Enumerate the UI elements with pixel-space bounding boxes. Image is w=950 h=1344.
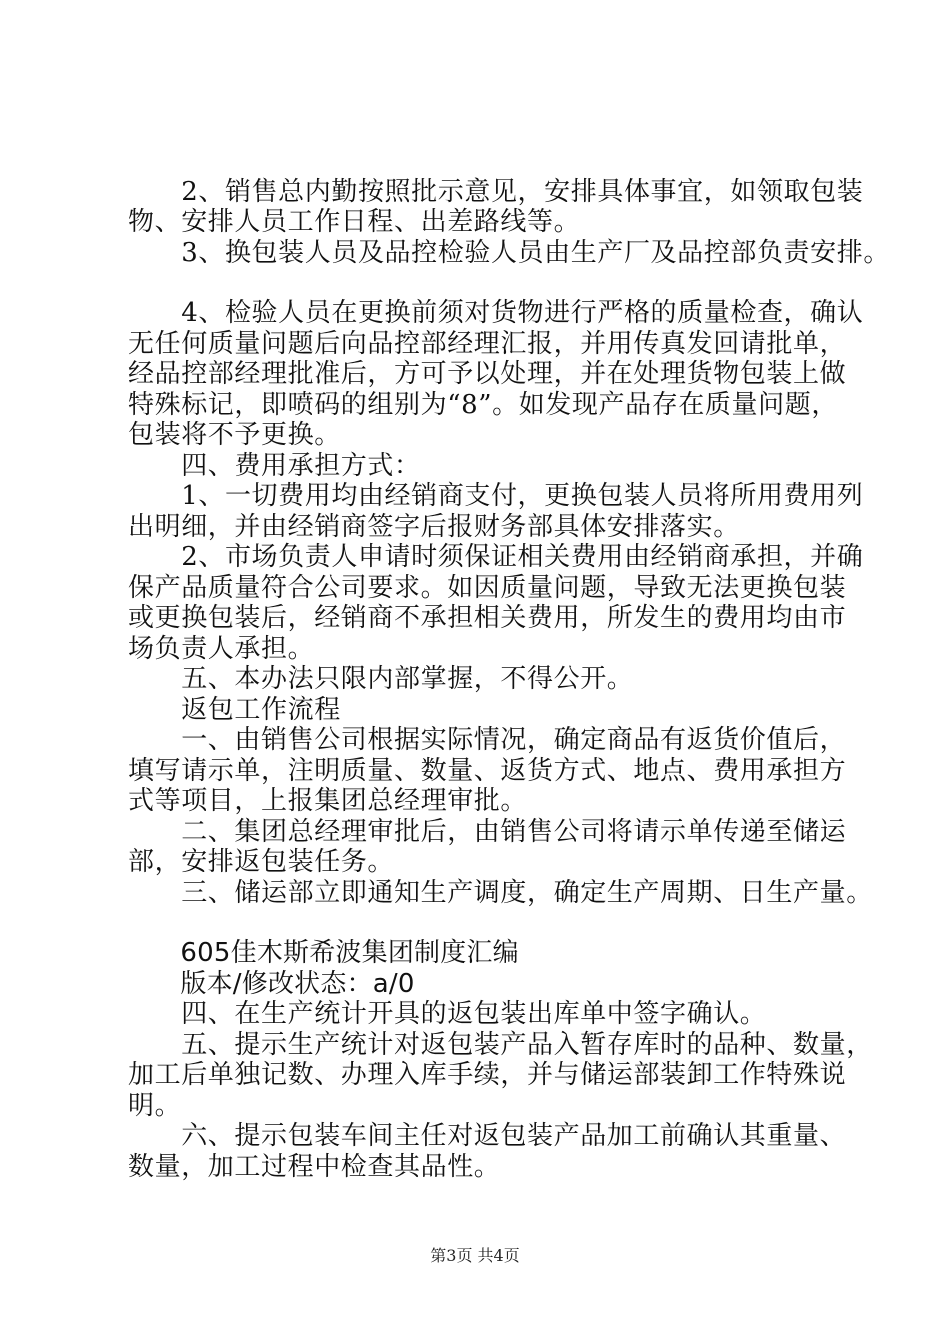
paragraph-line: 包装将不予更换。 [128,420,341,450]
paragraph-line: 二、集团总经理审批后，由销售公司将请示单传递至储运 [128,817,847,847]
paragraph-line: 填写请示单，注明质量、数量、返货方式、地点、费用承担方 [128,756,847,786]
paragraph-line: 明。 [128,1091,182,1121]
document-header-note: 605佳木斯希波集团制度汇编 [128,938,519,968]
paragraph-line: 2、市场负责人申请时须保证相关费用由经销商承担，并确 [128,542,864,572]
paragraph-line: 1、一切费用均由经销商支付，更换包装人员将所用费用列 [128,481,864,511]
version-status: 版本/修改状态：a/0 [128,969,415,999]
paragraph-line: 一、由销售公司根据实际情况，确定商品有返货价值后， [128,725,847,755]
paragraph-line: 数量，加工过程中检查其品性。 [128,1152,501,1182]
section-heading: 返包工作流程 [128,695,341,725]
paragraph-line: 经品控部经理批准后，方可予以处理，并在处理货物包装上做 [128,359,847,389]
paragraph-line: 部，安排返包装任务。 [128,847,395,877]
paragraph-line: 4、检验人员在更换前须对货物进行严格的质量检查，确认 [128,298,864,328]
paragraph-line: 出明细，并由经销商签字后报财务部具体安排落实。 [128,512,740,542]
paragraph-line: 物、安排人员工作日程、出差路线等。 [128,207,581,237]
paragraph-line: 五、提示生产统计对返包装产品入暂存库时的品种、数量， [128,1030,873,1060]
paragraph-line: 式等项目，上报集团总经理审批。 [128,786,528,816]
paragraph-line: 2、销售总内勤按照批示意见，安排具体事宜，如领取包装 [128,177,864,207]
paragraph-line: 加工后单独记数、办理入库手续，并与储运部装卸工作特殊说 [128,1060,847,1090]
paragraph-line: 保产品质量符合公司要求。如因质量问题，导致无法更换包装 [128,573,847,603]
paragraph-line: 三、储运部立即通知生产调度，确定生产周期、日生产量。 [128,878,873,908]
paragraph-line: 无任何质量问题后向品控部经理汇报，并用传真发回请批单， [128,329,847,359]
section-heading: 四、费用承担方式： [128,451,421,481]
paragraph-line: 场负责人承担。 [128,634,315,664]
paragraph-line: 五、本办法只限内部掌握，不得公开。 [128,664,634,694]
paragraph-line: 特殊标记，即喷码的组别为“8”。如发现产品存在质量问题， [128,390,838,420]
paragraph-line: 四、在生产统计开具的返包装出库单中签字确认。 [128,999,767,1029]
paragraph-line: 六、提示包装车间主任对返包装产品加工前确认其重量、 [128,1121,847,1151]
paragraph-line: 3、换包装人员及品控检验人员由生产厂及品控部负责安排。 [128,238,890,268]
paragraph-line: 或更换包装后，经销商不承担相关费用，所发生的费用均由市 [128,603,847,633]
page-number-footer: 第3页 共4页 [430,1246,520,1265]
